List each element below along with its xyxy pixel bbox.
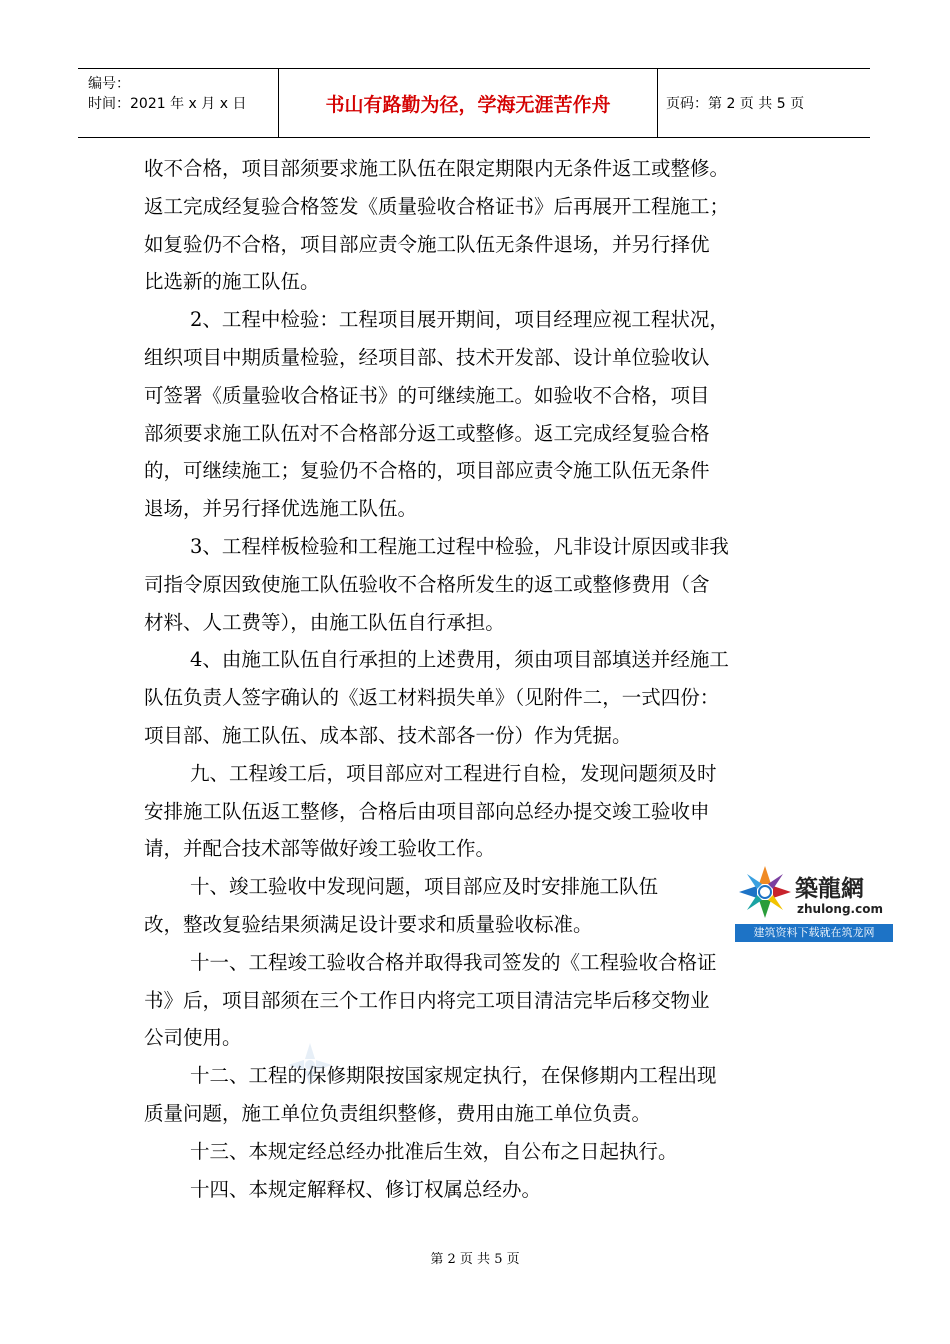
faint-watermark-icon: [285, 1040, 335, 1090]
page-header: [78, 68, 870, 138]
text-line: 改，整改复验结果须满足设计要求和质量验收标准。: [144, 912, 593, 936]
header-meta: [78, 69, 279, 137]
text-line: 组织项目中期质量检验，经项目部、技术开发部、设计单位验收认: [144, 345, 710, 369]
text-line: 比选新的施工队伍。: [144, 270, 320, 294]
text-line: 安排施工队伍返工整修，合格后由项目部向总经办提交竣工验收申: [144, 799, 710, 823]
paragraph: [144, 641, 824, 754]
paragraph: [144, 1133, 824, 1171]
text-line: 十四、本规定解释权、修订权属总经办。: [190, 1177, 542, 1201]
paragraph: [144, 150, 824, 301]
text-line: 十、竣工验收中发现问题，项目部应及时安排施工队伍: [190, 875, 659, 899]
text-line: 3、工程样板检验和工程施工过程中检验，凡非设计原因或非我: [190, 534, 729, 558]
text-line: 质量问题，施工单位负责组织整修，费用由施工单位负责。: [144, 1101, 652, 1125]
document-body: [144, 150, 824, 1208]
header-motto: 书山有路勤为径，学海无涯苦作舟: [279, 69, 658, 137]
paragraph: [144, 944, 824, 1057]
text-line: 材料、人工费等），由施工队伍自行承担。: [144, 610, 505, 634]
page-footer: 第 2 页 共 5 页: [430, 1252, 520, 1267]
paragraph: [144, 868, 824, 944]
logo-url: zhulong.com: [797, 902, 883, 916]
zhulong-snowflake-icon: [735, 862, 795, 924]
paragraph: [144, 528, 824, 641]
paragraph: [144, 755, 824, 868]
date-label: 时间：2021 年 x 月 x 日: [88, 96, 247, 112]
number-label: 编号：: [88, 76, 130, 92]
text-line: 十二、工程的保修期限按国家规定执行，在保修期内工程出现: [190, 1064, 717, 1088]
text-line: 返工完成经复验合格签发《质量验收合格证书》后再展开工程施工；: [144, 194, 730, 218]
text-line: 九、工程竣工后，项目部应对工程进行自检，发现问题须及时: [190, 761, 717, 785]
text-line: 请，并配合技术部等做好竣工验收工作。: [144, 837, 496, 861]
text-line: 收不合格，项目部须要求施工队伍在限定期限内无条件返工或整修。: [144, 157, 730, 180]
text-line: 书》后，项目部须在三个工作日内将完工项目清洁完毕后移交物业: [144, 988, 710, 1012]
paragraph: [144, 1171, 824, 1209]
text-line: 司指令原因致使施工队伍验收不合格所发生的返工或整修费用（含: [144, 572, 710, 596]
text-line: 公司使用。: [144, 1026, 242, 1050]
text-line: 项目部、施工队伍、成本部、技术部各一份）作为凭据。: [144, 723, 632, 747]
text-line: 的，可继续施工；复验仍不合格的，项目部应责令施工队伍无条件: [144, 459, 710, 483]
page-info: 页码：第 2 页 共 5 页: [666, 96, 805, 112]
logo-tagline: 建筑资料下载就在筑龙网: [735, 924, 893, 942]
text-line: 如复验仍不合格，项目部应责令施工队伍无条件退场，并另行择优: [144, 232, 710, 256]
text-line: 2、工程中检验：工程项目展开期间，项目经理应视工程状况，: [190, 308, 729, 332]
paragraph: [144, 1057, 824, 1133]
zhulong-logo[interactable]: [735, 862, 893, 942]
text-line: 4、由施工队伍自行承担的上述费用，须由项目部填送并经施工: [190, 648, 729, 672]
paragraph: [144, 301, 824, 528]
text-line: 部须要求施工队伍对不合格部分返工或整修。返工完成经复验合格: [144, 421, 710, 445]
logo-title: 築龍網: [795, 876, 864, 902]
text-line: 可签署《质量验收合格证书》的可继续施工。如验收不合格，项目: [144, 383, 710, 407]
text-line: 队伍负责人签字确认的《返工材料损失单》（见附件二，一式四份：: [144, 686, 720, 710]
text-line: 十三、本规定经总经办批准后生效，自公布之日起执行。: [190, 1139, 678, 1163]
text-line: 十一、工程竣工验收合格并取得我司签发的《工程验收合格证: [190, 950, 717, 974]
text-line: 退场，并另行择优选施工队伍。: [144, 497, 418, 521]
